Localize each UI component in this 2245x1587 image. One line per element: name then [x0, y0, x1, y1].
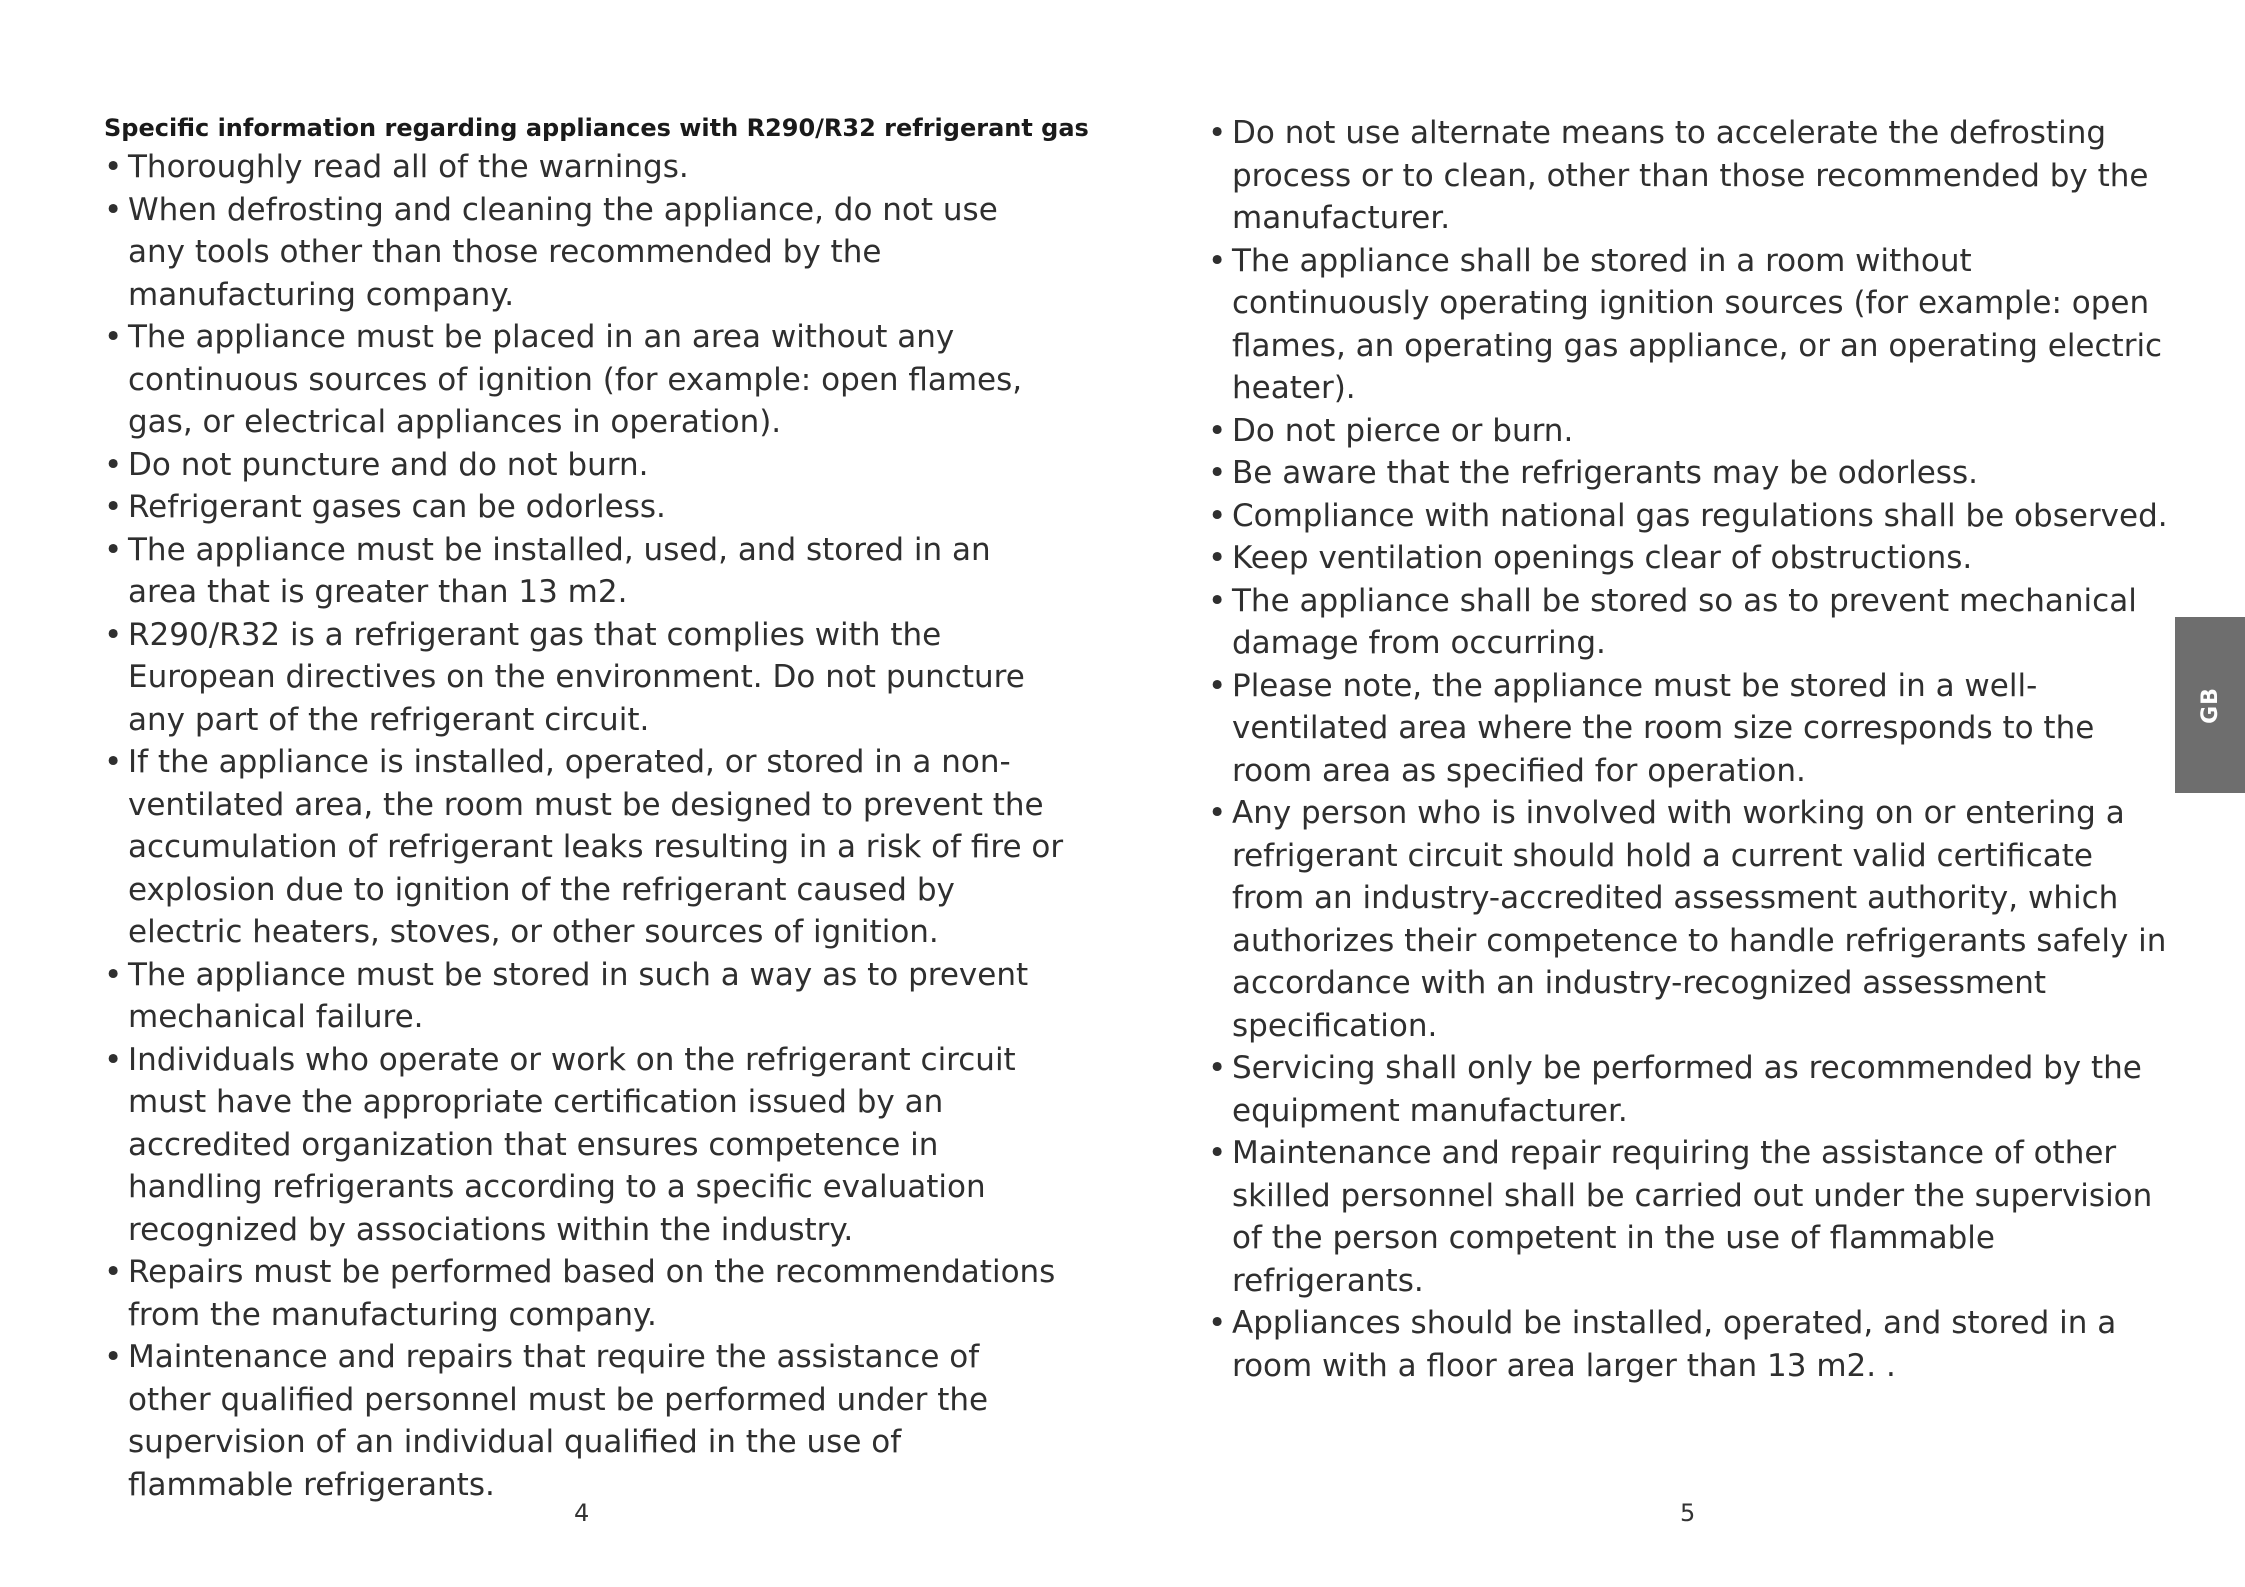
- list-item: • Servicing shall only be performed as recommended by the equipment manufacturer.: [1208, 1047, 2168, 1132]
- right-warning-list: [1208, 112, 2168, 1387]
- list-item: • Appliances should be installed, operated, and stored in a room with a floor area larger than 13 m2. .: [1208, 1302, 2168, 1387]
- list-item: • When defrosting and cleaning the appliance, do not use any tools other than those recommended by the manufacturing company.: [104, 189, 1064, 317]
- list-item: • Repairs must be performed based on the recommendations from the manufacturing company.: [104, 1251, 1064, 1336]
- list-item: • The appliance must be installed, used, and stored in an area that is greater than 13 m2.: [104, 529, 1064, 614]
- list-item: • R290/R32 is a refrigerant gas that complies with the European directives on the environment. Do not puncture any part of the refrigerant circuit.: [104, 614, 1064, 742]
- list-item: • Maintenance and repair requiring the assistance of other skilled personnel shall be carried out under the supervision of the person competent in the use of flammable refrigerants.: [1208, 1132, 2168, 1302]
- section-heading: Specific information regarding appliances with R290/R32 refrigerant gas: [104, 114, 1089, 142]
- language-tab-label: GB: [2197, 686, 2223, 724]
- list-item: • Do not pierce or burn.: [1208, 410, 2168, 453]
- list-item: • The appliance shall be stored so as to prevent mechanical damage from occurring.: [1208, 580, 2168, 665]
- left-warning-list: [104, 146, 1064, 1506]
- page-number-left: 4: [574, 1499, 590, 1527]
- page-number-right: 5: [1680, 1499, 1696, 1527]
- list-item: • Do not use alternate means to accelerate the defrosting process or to clean, other than those recommended by the manufacturer.: [1208, 112, 2168, 240]
- list-item: • Any person who is involved with working on or entering a refrigerant circuit should hold a current valid certificate from an industry-accredited assessment authority, which authorizes their competence to handle refrigerants safely in accordance with an industry-recognized assessment specification.: [1208, 792, 2168, 1047]
- list-item: • Please note, the appliance must be stored in a well-ventilated area where the room size corresponds to the room area as specified for operation.: [1208, 665, 2168, 793]
- list-item: • If the appliance is installed, operated, or stored in a non-ventilated area, the room must be designed to prevent the accumulation of refrigerant leaks resulting in a risk of fire or explosion due to ignition of the refrigerant caused by electric heaters, stoves, or other sources of ignition.: [104, 741, 1064, 954]
- right-page: [1122, 0, 2245, 1587]
- list-item: • Keep ventilation openings clear of obstructions.: [1208, 537, 2168, 580]
- list-item: • Maintenance and repairs that require the assistance of other qualified personnel must be performed under the supervision of an individual qualified in the use of flammable refrigerants.: [104, 1336, 1064, 1506]
- language-tab: [2175, 617, 2245, 793]
- list-item: • Refrigerant gases can be odorless.: [104, 486, 1064, 529]
- left-page: [0, 0, 1122, 1587]
- list-item: • The appliance must be placed in an area without any continuous sources of ignition (for example: open flames, gas, or electrical appliances in operation).: [104, 316, 1064, 444]
- list-item: • The appliance shall be stored in a room without continuously operating ignition sources (for example: open flames, an operating gas appliance, or an operating electric heater).: [1208, 240, 2168, 410]
- list-item: • Be aware that the refrigerants may be odorless.: [1208, 452, 2168, 495]
- list-item: • Do not puncture and do not burn.: [104, 444, 1064, 487]
- list-item: • The appliance must be stored in such a way as to prevent mechanical failure.: [104, 954, 1064, 1039]
- list-item: • Individuals who operate or work on the refrigerant circuit must have the appropriate certification issued by an accredited organization that ensures competence in handling refrigerants according to a specific evaluation recognized by associations within the industry.: [104, 1039, 1064, 1252]
- list-item: • Compliance with national gas regulations shall be observed.: [1208, 495, 2168, 538]
- list-item: • Thoroughly read all of the warnings.: [104, 146, 1064, 189]
